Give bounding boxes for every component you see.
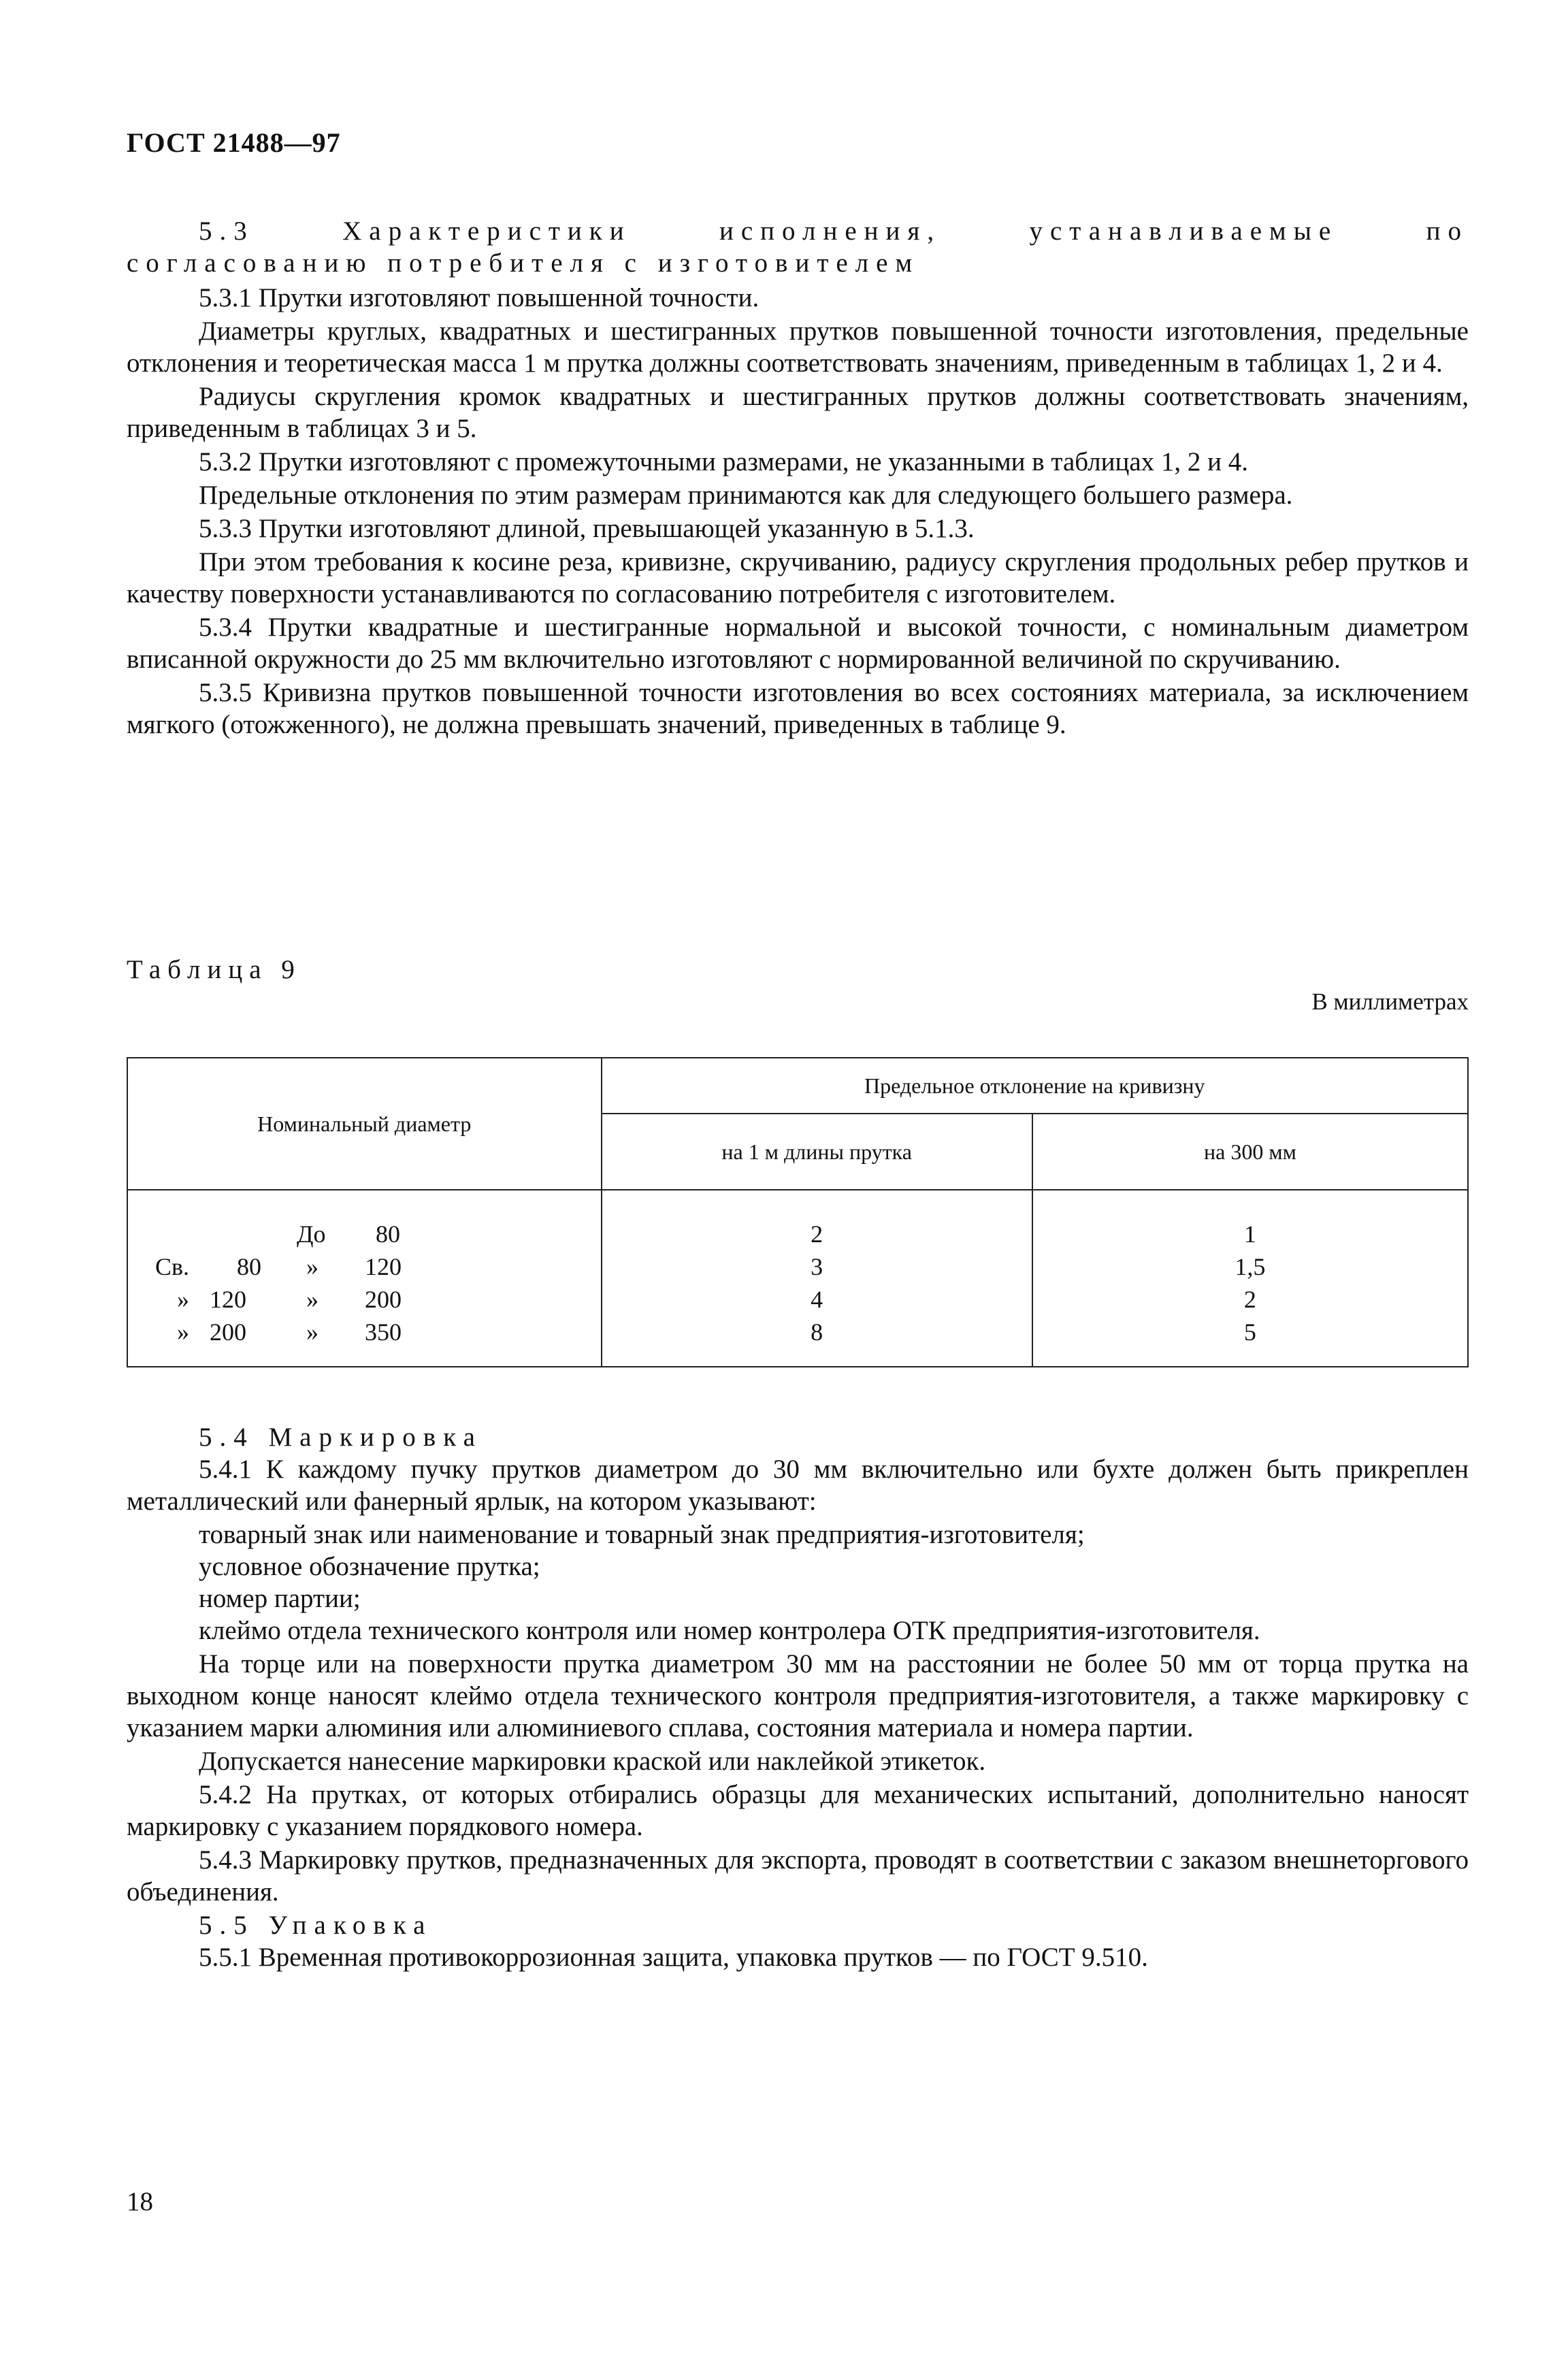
diameter-row <box>128 1218 602 1250</box>
paragraph-5-3-2-title: 5.3.2 Прутки изготовляют с промежуточными размерами, не указанными в таблицах 1, 2 и 4. <box>199 447 1249 476</box>
row-sep: До <box>297 1220 326 1248</box>
table-cell-per-1m <box>602 1190 1032 1367</box>
paragraph-5-3-5: 5.3.5 Кривизна прутков повышенной точности изготовления во всех состояниях материала, за исключением мягкого (отожженного), не должна превышать значений, приведенных в таблице 9. <box>127 678 1469 739</box>
section-5-3-title-line2: согласованию потребителя с изготовителем <box>127 248 920 278</box>
row-from: 80 <box>237 1253 261 1280</box>
table-9 <box>127 1057 1469 1367</box>
paragraph-5-4-3: 5.4.3 Маркировку прутков, предназначенных для экспорта, проводят в соответствии с заказом внешнеторгового объединения. <box>127 1845 1469 1907</box>
table-header-group: Предельное отклонение на кривизну <box>602 1058 1469 1114</box>
row-to: 80 <box>376 1220 400 1248</box>
section-5-4-title: 5.4 Маркировка <box>199 1423 483 1452</box>
section-5-3 <box>127 215 1469 742</box>
table-9-unit: В миллиметрах <box>1311 988 1469 1015</box>
value-per-300: 1 <box>1243 1220 1256 1248</box>
row-prefix: Св. <box>155 1253 190 1280</box>
row-sep: » <box>306 1286 318 1313</box>
diameter-list <box>128 1218 601 1348</box>
value-per-1m: 3 <box>811 1253 823 1280</box>
paragraph-5-3-1-text1: Диаметры круглых, квадратных и шестигранных прутков повышенной точности изготовления, предельные отклонения и теоретическая масса 1 м прутка должны соответствовать значениям, приведенным в таблицах 1, 2 и 4. <box>127 317 1469 378</box>
value-per-300: 2 <box>1243 1286 1256 1313</box>
document-header: ГОСТ 21488—97 <box>127 127 341 158</box>
row-from: 200 <box>210 1318 246 1346</box>
row-from: 120 <box>210 1286 246 1313</box>
row-prefix: » <box>177 1318 189 1346</box>
row-to: 120 <box>365 1253 402 1280</box>
section-5-3-title-line1: 5.3 Характеристики исполнения, устанавливаемые по <box>199 216 1469 246</box>
list-item: товарный знак или наименование и товарный знак предприятия-изготовителя; <box>199 1520 1085 1549</box>
paragraph-5-3-3-text: При этом требования к косине реза, кривизне, скручиванию, радиусу скругления продольных ребер прутков и качеству поверхности устанавливаются по согласованию потребителя с изготовителем. <box>127 547 1469 609</box>
paragraph-5-3-1-text2: Радиусы скругления кромок квадратных и шестигранных прутков должны соответствовать значениям, приведенным в таблицах 3 и 5. <box>127 382 1469 443</box>
table-cell-diameters <box>127 1190 602 1367</box>
value-per-300: 1,5 <box>1235 1253 1266 1280</box>
paragraph-5-4-1-text2: На торце или на поверхности прутка диаметром 30 мм на расстоянии не более 50 мм от торца прутка на выходном конце наносят клеймо отдела технического контроля предприятия-изготовителя, а также маркировку с указанием марки алюминия или алюминиевого сплава, состояния материала и номера партии. <box>127 1649 1469 1743</box>
paragraph-5-5-1: 5.5.1 Временная противокоррозионная защита, упаковка прутков — по ГОСТ 9.510. <box>199 1943 1148 1972</box>
paragraph-5-3-3-title: 5.3.3 Прутки изготовляют длиной, превышающей указанную в 5.1.3. <box>199 514 975 543</box>
value-per-300: 5 <box>1243 1318 1256 1346</box>
paragraph-5-4-1-text3: Допускается нанесение маркировки краской или наклейкой этикеток. <box>199 1747 986 1776</box>
table-header-per-1m: на 1 м длины прутка <box>602 1114 1032 1190</box>
paragraph-5-4-2: 5.4.2 На прутках, от которых отбирались образцы для механических испытаний, дополнительно наносят маркировку с указанием порядкового номера. <box>127 1780 1469 1841</box>
row-prefix: » <box>177 1286 189 1313</box>
diameter-row <box>128 1283 602 1316</box>
paragraph-5-4-1: 5.4.1 К каждому пучку прутков диаметром до 30 мм включительно или бухте должен быть прикреплен металлический или фанерный ярлык, на котором указывают: <box>127 1455 1469 1516</box>
paragraph-5-3-2-text: Предельные отклонения по этим размерам принимаются как для следующего большего размера. <box>199 481 1293 510</box>
diameter-row <box>128 1250 602 1283</box>
row-to: 200 <box>365 1286 402 1313</box>
table-9-caption: Таблица 9 <box>127 955 301 984</box>
list-item: условное обозначение прутка; <box>199 1552 540 1581</box>
section-5-4 <box>127 1421 1469 1975</box>
paragraph-5-3-1-title: 5.3.1 Прутки изготовляют повышенной точности. <box>199 283 760 312</box>
table-header-per-300: на 300 мм <box>1032 1114 1468 1190</box>
paragraph-5-3-4: 5.3.4 Прутки квадратные и шестигранные нормальной и высокой точности, с номинальным диаметром вписанной окружности до 25 мм включительно изготовляют с нормированной величиной по скручиванию. <box>127 613 1469 674</box>
value-per-1m: 4 <box>811 1286 823 1313</box>
section-5-5-title: 5.5 Упаковка <box>199 1911 433 1940</box>
table-header-diameter: Номинальный диаметр <box>127 1058 602 1190</box>
row-sep: » <box>306 1253 318 1280</box>
table-cell-per-300 <box>1032 1190 1468 1367</box>
list-item: клеймо отдела технического контроля или номер контролера ОТК предприятия-изготовителя. <box>199 1616 1260 1645</box>
value-per-1m: 2 <box>811 1220 823 1248</box>
list-item: номер партии; <box>199 1584 361 1613</box>
diameter-row <box>128 1316 602 1348</box>
value-per-1m: 8 <box>811 1318 823 1346</box>
page-number: 18 <box>127 2187 153 2216</box>
row-sep: » <box>306 1318 318 1346</box>
row-to: 350 <box>365 1318 402 1346</box>
